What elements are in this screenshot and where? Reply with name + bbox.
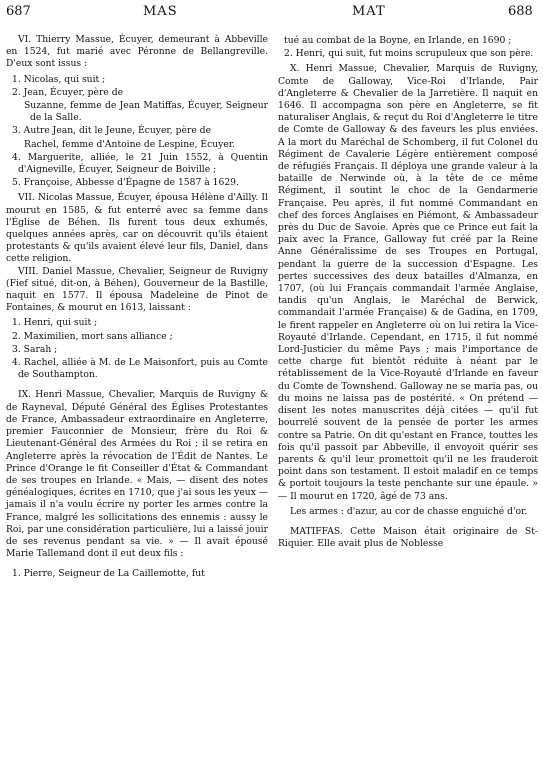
page-number-right: 688	[508, 4, 533, 19]
page-number-left: 687	[6, 4, 31, 19]
running-head-right: MAT	[352, 4, 386, 19]
right-column	[278, 34, 538, 550]
list-item: 3. Sarah ;	[12, 343, 58, 355]
list-subitem: Rachel, femme d'Antoine de Lespine, Écuyer.	[24, 138, 236, 150]
list-item: 4. Rachel, alliée à M. de Le Maisonfort, puis au Comte de Southampton.	[12, 357, 268, 381]
paragraph: IX. Henri Massue, Chevalier, Marquis de Ruvigny & de Rayneval, Député Général des Églises Protestantes de France, Ambassadeur extraordinaire en Angleterre, premier Fauconnier de Monsieur, frère du Roi & Lieutenant-Général des Armées du Roi ; il se retira en Angleterre après la révocation de l'Édit de Nantes. Le Prince d'Orange le fit Conseiller d'État & Commandant de ses troupes en Irlande. « Mais, — disent des notes généalogiques, écrites en 1710, que j'ai sous les yeux — jamais il n'a voulu écrire ny porter les armes contre la France, malgré les sollicitations des ennemis : aussy le Roi, par une considération particulière, lui a laissé jouir de ses revenus pendant sa vie. » — Il avait épousé Marie Tallemand dont il eut deux fils :	[6, 389, 268, 560]
list-item: 2. Henri, qui suit, fut moins scrupuleux que son père.	[284, 48, 534, 60]
running-head-left: MAS	[143, 4, 178, 19]
list-subitem: Suzanne, femme de Jean Matiffas, Écuyer, Seigneur de la Salle.	[24, 100, 268, 124]
paragraph: X. Henri Massue, Chevalier, Marquis de Ruvigny, Comte de Galloway, Vice-Roi d'Irlande, Pair d'Angleterre & Chevalier de la Jarretière. Il naquit en 1646. Il accompagna son père en Angleterre, se fit naturaliser Anglais, & reçut du Roi d'Angleterre le titre de Comte de Galloway & des faveurs les plus enviées. A la mort du Maréchal de Schomberg, il fut Colonel du Régiment de Cavalerie Légère entièrement composé de réfugiés Français. Il déploya une grande valeur à la bataille de Nerwinde où, à la tête de ce même Régiment, il soutint le choc de la Gendarmerie Française. Peu après, il fut nommé Commandant en chef des forces Anglaises en Piémont, & Ambassadeur près du Duc de Savoie. Après que ce Prince eut fait la paix avec la France, Galloway fut créé par la Reine Anne Généralissime de ses Troupes en Portugal, pendant la guerre de la succession d'Espagne. Les pertes successives des deux batailles d'Almanza, en 1707, (où lui Français commandait l'armée Anglaise, tandis qu'un Anglais, le Maréchal de Berwick, commandait l'armée Française) & de Gadina, en 1709, le firent rappeler en Angleterre où on lui retira la Vice-Royauté d'Irlande. Cependant, en 1715, il fut nommé Lord-Justicier du même Pays ; mais l'importance de cette charge fut bientôt réduite à néant par le rétablissement de la Vice-Royauté d'Irlande en faveur du Comte de Townshend. Galloway ne se maria pas, ou du moins ne laissa pas de postérité. « On prétend — disent les notes manuscrites déjà citées — qu'il fut bourrelé souvent de la pensée de porter les armes contre sa Patrie. On dit qu'estant en France, touttes les fois qu'il passoit par Abbeville, il envoyoit quérir ses parents & qu'il leur promettoit qu'il ne les frauderoit point dans son testament. Il estoit maladif en ce temps & portoit toujours la teste penchante sur une épaule. » — Il mourut en 1720, âgé de 73 ans.	[278, 63, 538, 502]
list-item: 2. Jean, Écuyer, père de	[12, 86, 124, 98]
list-item: 2. Maximilien, mort sans alliance ;	[12, 330, 173, 342]
list-item: 5. Françoise, Abbesse d'Épagne de 1587 à 1629.	[12, 177, 239, 189]
list-item: tué au combat de la Boyne, en Irlande, en 1690 ;	[284, 35, 512, 46]
list-item: 1. Henri, qui suit ;	[12, 317, 98, 329]
list-item: 1. Nicolas, qui suit ;	[12, 73, 106, 85]
paragraph: MATIFFAS. Cette Maison était originaire de St-Riquier. Elle avait plus de Noblesse	[278, 525, 538, 550]
paragraph: VIII. Daniel Massue, Chevalier, Seigneur de Ruvigny (Fief situé, dit-on, à Béhen), Gouverneur de la Bastille, naquit en 1577. Il épousa Madeleine de Pinot de Fontaines, & mourut en 1613, laissant :	[6, 265, 268, 314]
list-item: 3. Autre Jean, dit le Jeune, Écuyer, père de	[12, 125, 212, 137]
paragraph: VI. Thierry Massue, Écuyer, demeurant à Abbeville en 1524, fut marié avec Péronne de Bellangreville. D'eux sont issus :	[6, 34, 268, 70]
paragraph: VII. Nicolas Massue, Écuyer, épousa Hélène d'Ailly. Il mourut en 1585, & fut enterré avec sa femme dans l'Église de Béhen. Ils furent tous deux exhumés, quelques années après, car on découvrit qu'ils étaient protestants & qu'ils avaient élevé leur fils, Daniel, dans cette religion.	[6, 192, 268, 265]
list-item: 4. Marguerite, alliée, le 21 Juin 1552, à Quentin d'Aigneville, Écuyer, Seigneur de Boiville ;	[12, 151, 268, 176]
left-column	[6, 34, 268, 582]
list-item: 1. Pierre, Seigneur de La Caillemotte, fut	[12, 568, 205, 580]
paragraph: Les armes : d'azur, au cor de chasse enguiché d'or.	[290, 505, 528, 517]
